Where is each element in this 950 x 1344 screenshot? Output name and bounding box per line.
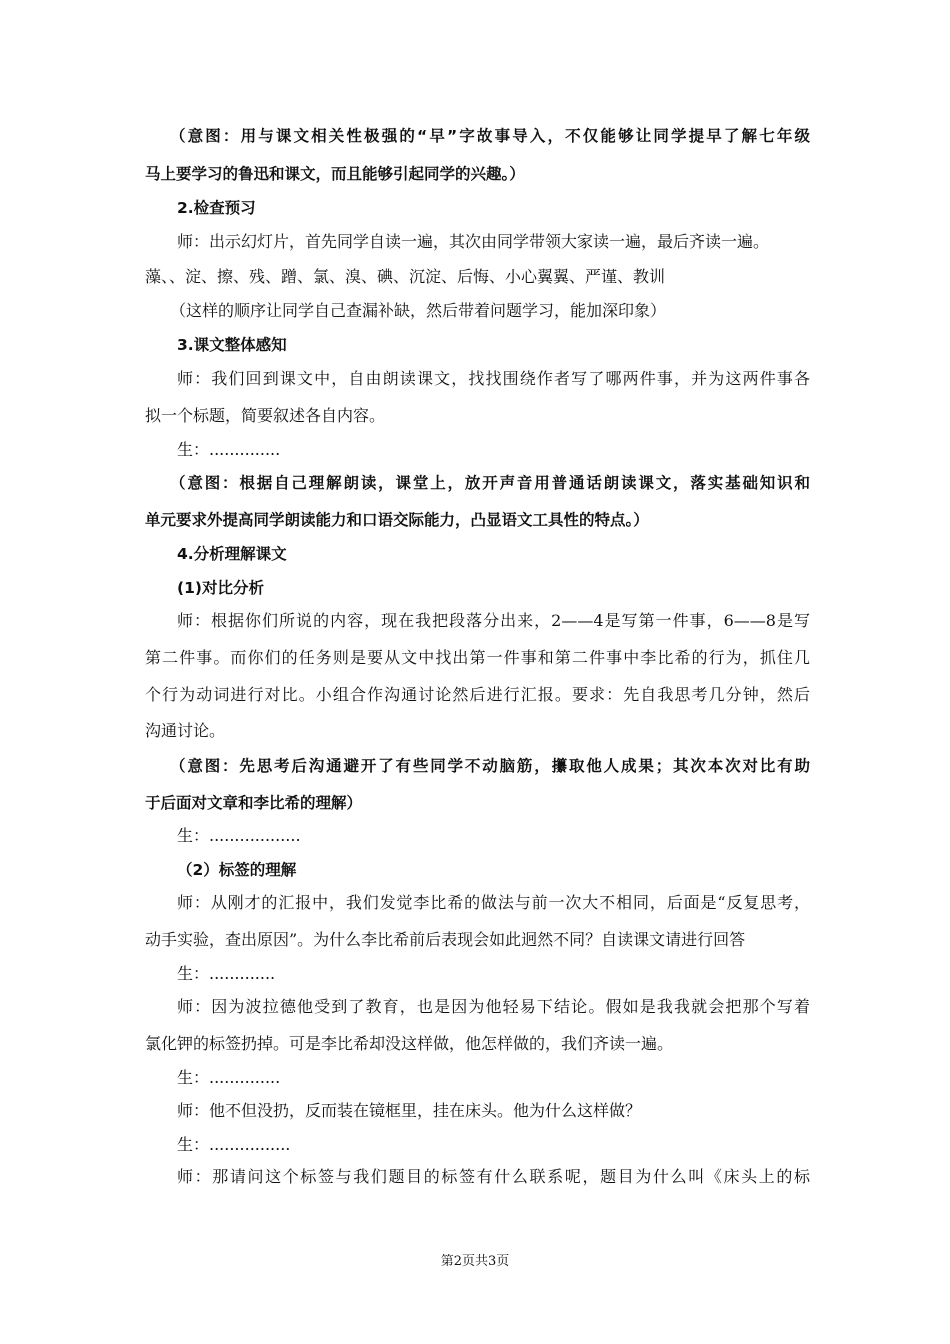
heading-analysis: 4.分析理解课文 [177, 545, 287, 563]
intent-note-1a: （意图：用与课文相关性极强的“早”字故事导入，不仅能够让同学提早了解七年级 [170, 127, 810, 145]
student-line: 生：................ [177, 1135, 291, 1154]
intent-note-3b: 于后面对文章和李比希的理解） [145, 794, 363, 812]
teacher-line-cont: 第二件事。而你们的任务则是要从文中找出第一件事和第二件事中李比希的行为，抓住几 [145, 648, 810, 667]
heading-check-preview: 2.检查预习 [177, 199, 256, 217]
teacher-line: 师：那请问这个标签与我们题目的标签有什么联系呢，题目为什么叫《床头上的标 [177, 1167, 810, 1186]
teacher-line-cont: 氯化钾的标签扔掉。可是李比希却没这样做，他怎样做的，我们齐读一遍。 [145, 1034, 674, 1053]
note-line: （这样的顺序让同学自己查漏补缺，然后带着问题学习，能加深印象） [170, 301, 667, 320]
teacher-line-cont: 动手实验，查出原因”。为什么李比希前后表现会如此迥然不同？自读课文请进行回答 [145, 930, 746, 949]
teacher-line-cont: 沟通讨论。 [145, 721, 226, 740]
intent-note-2b: 单元要求外提高同学朗读能力和口语交际能力，凸显语文工具性的特点。） [145, 511, 649, 529]
student-line: 生：.............. [177, 1068, 281, 1087]
page-footer: 第2页共3页 [440, 1254, 510, 1269]
teacher-line-cont: 拟一个标题，简要叙述各自内容。 [145, 406, 386, 425]
vocab-list: 藻、、淀、擦、残、蹭、氯、溴、碘、沉淀、后悔、小心翼翼、严谨、教训 [145, 267, 666, 286]
heading-overall-perception: 3.课文整体感知 [177, 336, 287, 354]
teacher-line: 师：他不但没扔，反而装在镜框里，挂在床头。他为什么这样做？ [177, 1101, 642, 1120]
student-line: 生：.............. [177, 440, 281, 459]
student-line: 生：.................. [177, 826, 301, 845]
teacher-line: 师：出示幻灯片，首先同学自读一遍，其次由同学带领大家读一遍，最后齐读一遍。 [177, 232, 770, 251]
intent-note-2a: （意图：根据自己理解朗读，课堂上，放开声音用普通话朗读课文，落实基础知识和 [170, 474, 810, 492]
intent-note-1b: 马上要学习的鲁迅和课文，而且能够引起同学的兴趣。） [145, 165, 525, 183]
subheading-contrast: (1)对比分析 [177, 579, 264, 597]
subheading-label: （2）标签的理解 [177, 861, 297, 879]
student-line: 生：............. [177, 964, 276, 983]
teacher-line: 师：我们回到课文中，自由朗读课文，找找围绕作者写了哪两件事，并为这两件事各 [177, 369, 810, 388]
teacher-line: 师：从刚才的汇报中，我们发觉李比希的做法与前一次大不相同，后面是“反复思考， [177, 893, 810, 912]
teacher-line: 师：根据你们所说的内容，现在我把段落分出来，2——4是写第一件事，6——8是写 [177, 611, 810, 630]
teacher-line: 师：因为波拉德他受到了教育，也是因为他轻易下结论。假如是我我就会把那个写着 [177, 997, 810, 1016]
teacher-line-cont: 个行为动词进行对比。小组合作沟通讨论然后进行汇报。要求：先自我思考几分钟，然后 [145, 685, 810, 704]
intent-note-3a: （意图：先思考后沟通避开了有些同学不动脑筋，攥取他人成果；其次本次对比有助 [170, 757, 810, 775]
